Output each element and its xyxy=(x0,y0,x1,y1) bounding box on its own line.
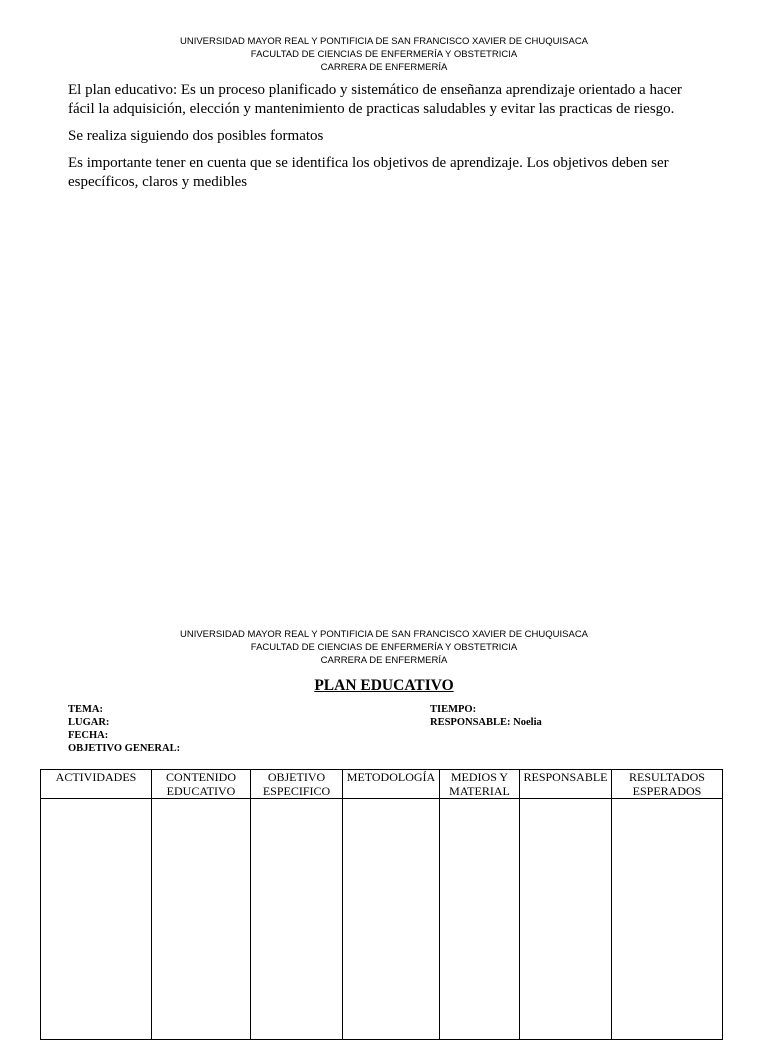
cell-actividades[interactable] xyxy=(41,799,152,1040)
field-responsable-label: RESPONSABLE: xyxy=(430,717,511,728)
field-tiempo: TIEMPO: xyxy=(430,704,477,715)
col-responsable: RESPONSABLE xyxy=(520,770,612,799)
col-resultados-esperados: RESULTADOS ESPERADOS xyxy=(612,770,723,799)
field-responsable xyxy=(430,716,542,729)
cell-metodologia[interactable] xyxy=(343,799,440,1040)
page-header-second xyxy=(0,628,768,667)
plan-fields-right xyxy=(430,703,542,729)
field-tema: TEMA: xyxy=(68,704,103,715)
cell-objetivo-especifico[interactable] xyxy=(251,799,343,1040)
plan-table xyxy=(40,769,723,1040)
page-header xyxy=(0,35,768,74)
university-name: UNIVERSIDAD MAYOR REAL Y PONTIFICIA DE SAN FRANCISCO XAVIER DE CHUQUISACA xyxy=(179,629,589,640)
university-name: UNIVERSIDAD MAYOR REAL Y PONTIFICIA DE SAN FRANCISCO XAVIER DE CHUQUISACA xyxy=(179,36,589,47)
field-responsable-value: Noelia xyxy=(513,717,542,728)
cell-resultados-esperados[interactable] xyxy=(612,799,723,1040)
faculty-name: FACULTAD DE CIENCIAS DE ENFERMERÍA Y OBSTETRICIA xyxy=(250,642,518,653)
field-lugar: LUGAR: xyxy=(68,717,110,728)
plan-fields-left xyxy=(68,703,180,755)
career-name: CARRERA DE ENFERMERÍA xyxy=(320,62,448,73)
plan-title: PLAN EDUCATIVO xyxy=(314,677,454,694)
intro-paragraph-formats: Se realiza siguiendo dos posibles formatos xyxy=(68,128,324,144)
col-medios-material: MEDIOS Y MATERIAL xyxy=(440,770,520,799)
field-fecha: FECHA: xyxy=(68,730,109,741)
intro-paragraph-definition: El plan educativo: Es un proceso planificado y sistemático de enseñanza aprendizaje orientado a hacer fácil la adquisición, elección y mantenimiento de practicas saludables y evitar las practicas de riesgo. xyxy=(68,82,682,117)
intro-paragraph-objectives: Es importante tener en cuenta que se identifica los objetivos de aprendizaje. Los objetivos deben ser específicos, claros y medibles xyxy=(68,155,669,190)
col-objetivo-especifico: OBJETIVO ESPECIFICO xyxy=(251,770,343,799)
career-name: CARRERA DE ENFERMERÍA xyxy=(320,655,448,666)
cell-contenido-educativo[interactable] xyxy=(152,799,251,1040)
faculty-name: FACULTAD DE CIENCIAS DE ENFERMERÍA Y OBSTETRICIA xyxy=(250,49,518,60)
table-header-row xyxy=(41,770,723,799)
cell-medios-material[interactable] xyxy=(440,799,520,1040)
intro-text xyxy=(68,81,700,200)
table-row xyxy=(41,799,723,1040)
cell-responsable[interactable] xyxy=(520,799,612,1040)
col-contenido-educativo: CONTENIDO EDUCATIVO xyxy=(152,770,251,799)
field-objetivo-general: OBJETIVO GENERAL: xyxy=(68,743,181,754)
col-actividades: ACTIVIDADES xyxy=(41,770,152,799)
col-metodologia: METODOLOGÍA xyxy=(343,770,440,799)
